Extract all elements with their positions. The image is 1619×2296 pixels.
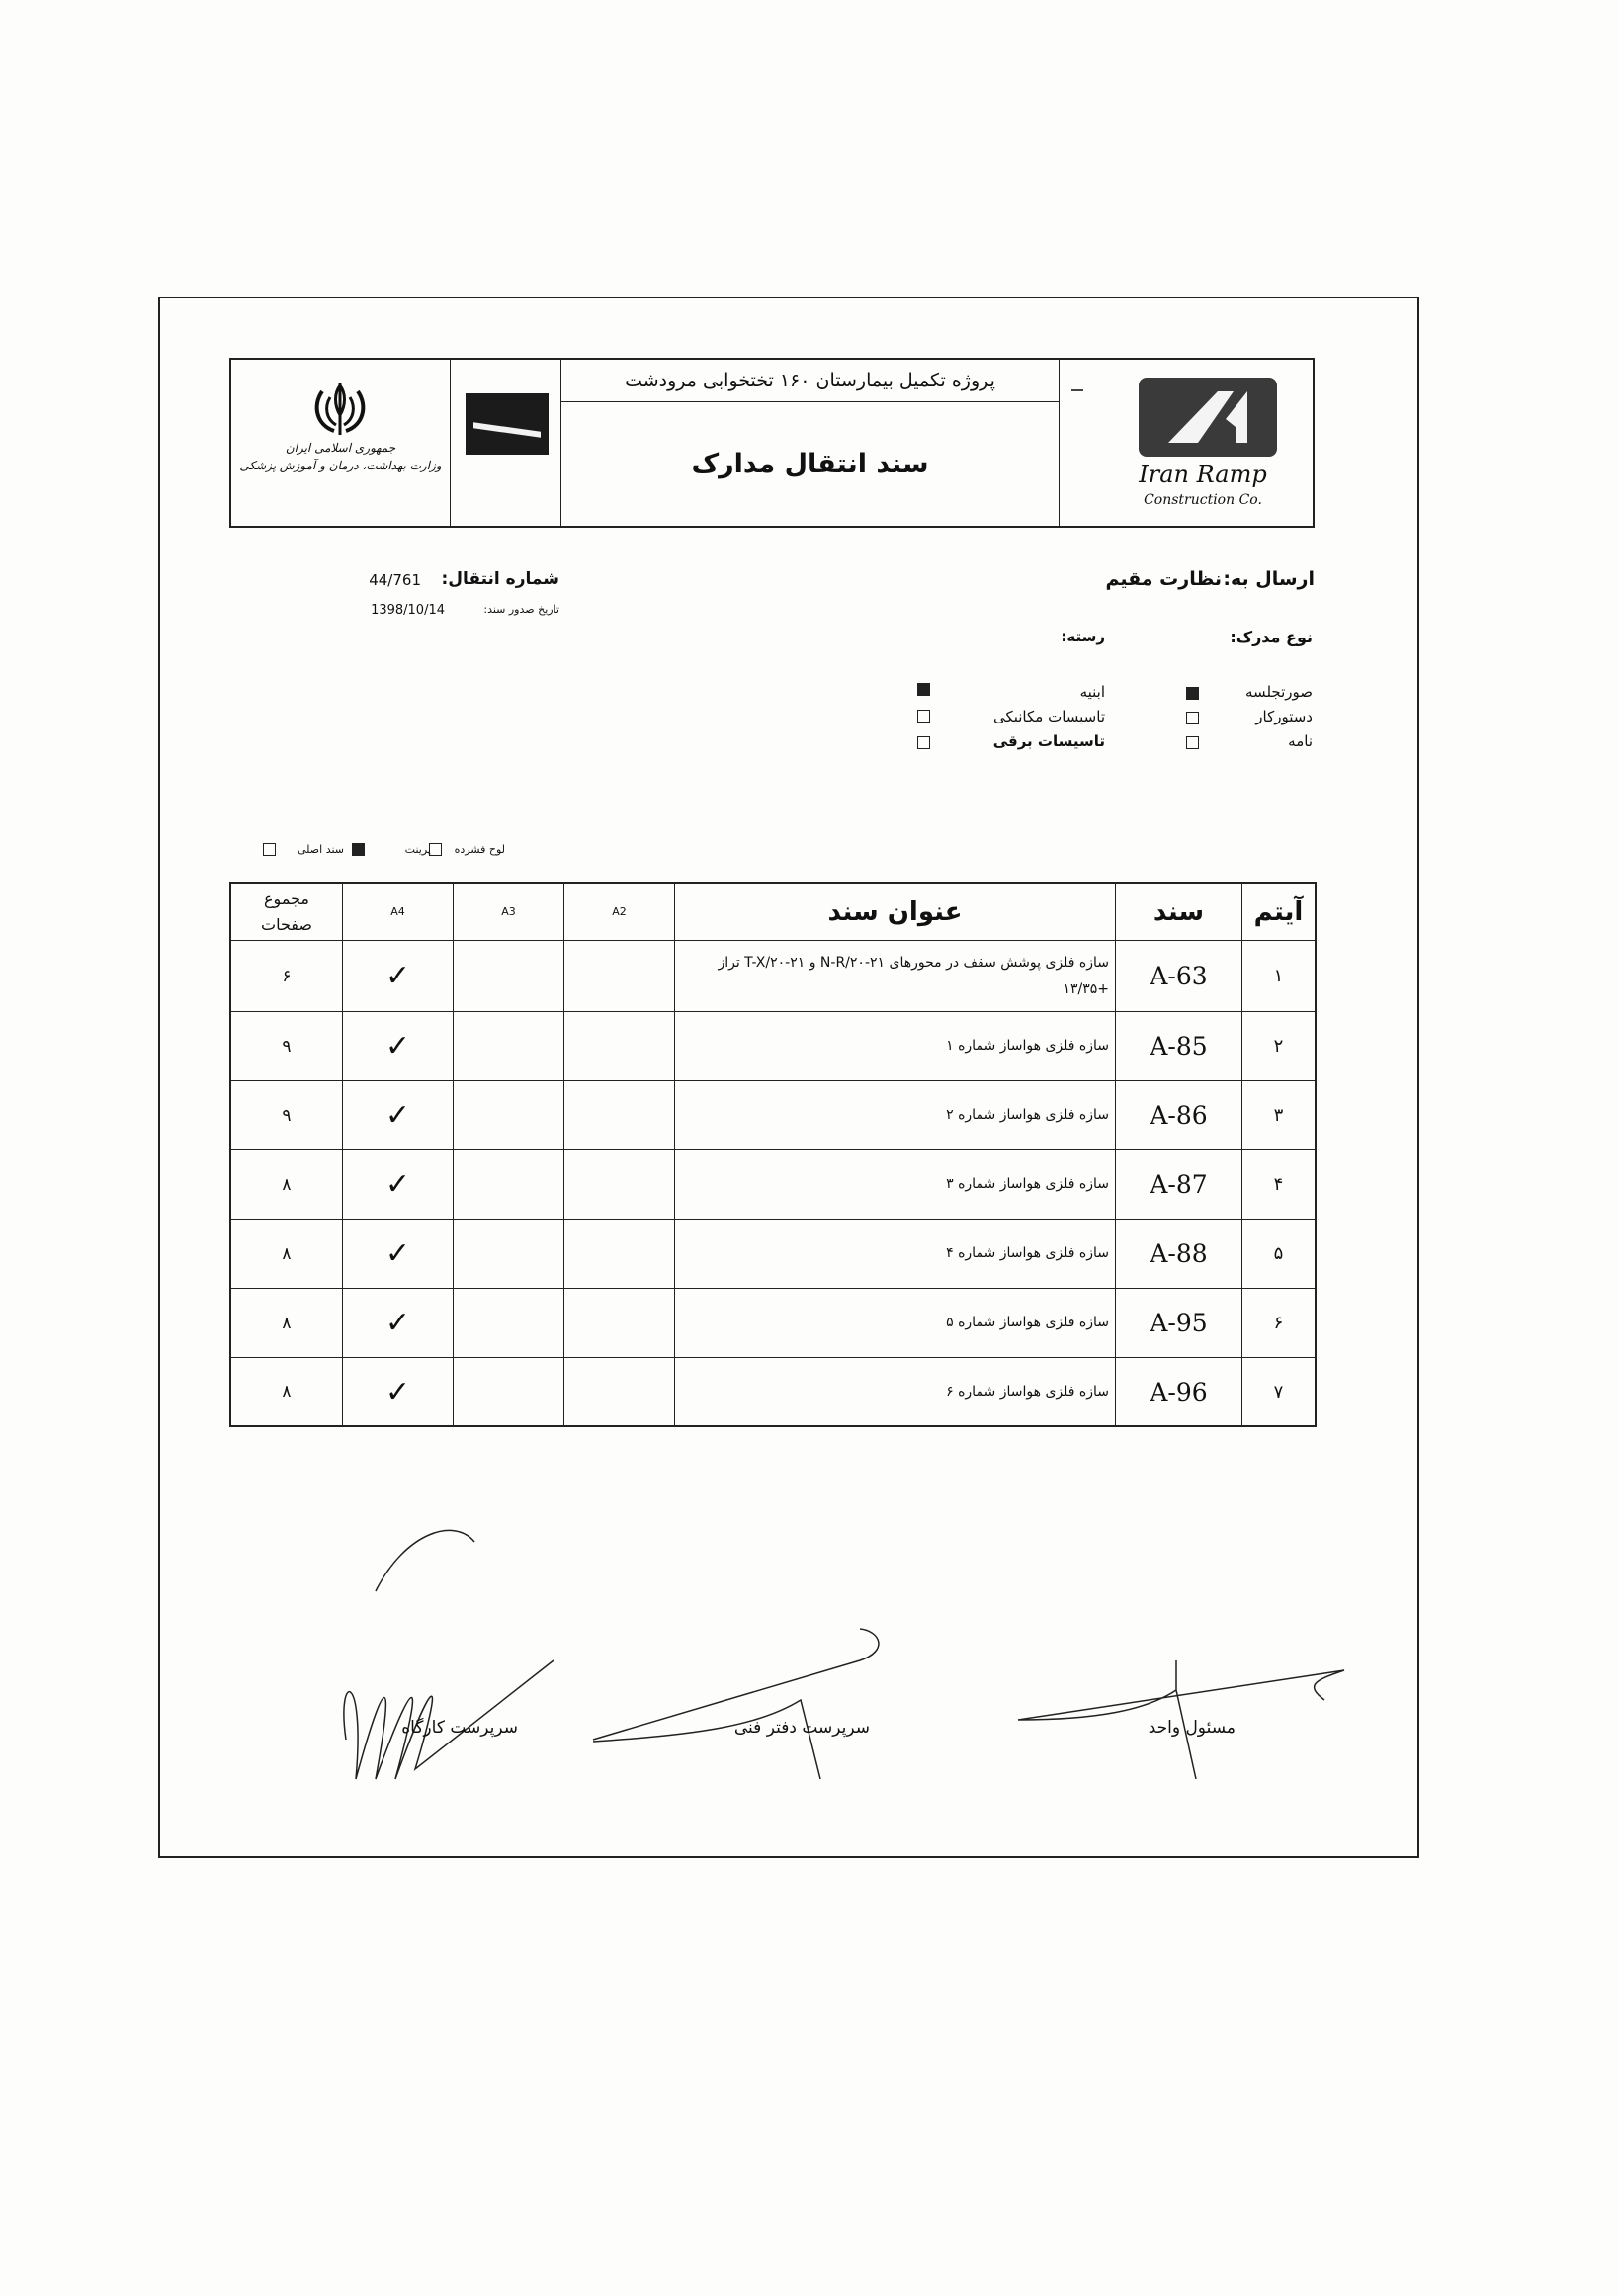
row-a2 xyxy=(563,1081,674,1149)
category-checkbox-3[interactable] xyxy=(917,736,930,749)
doc-type-option-label: صورتجلسه xyxy=(1245,683,1313,701)
category-label: رسته: xyxy=(1061,628,1105,645)
transfer-number-value: 44/761 xyxy=(369,571,421,589)
signature-stroke xyxy=(376,1530,474,1591)
row-item-number: ۲ xyxy=(1241,1012,1315,1080)
header-item: آیتم xyxy=(1241,884,1315,940)
row-title: سازه فلزی هواساز شماره ۵ xyxy=(674,1289,1115,1357)
row-pages: ۸ xyxy=(282,1243,292,1264)
row-a4-check: ✓ xyxy=(342,1150,453,1219)
table-header-row xyxy=(231,884,1315,941)
row-title xyxy=(674,941,1115,1011)
row-a3 xyxy=(453,1150,563,1219)
row-pages: ۹ xyxy=(282,1105,292,1126)
media-option-label: سند اصلی xyxy=(297,843,344,856)
row-a2 xyxy=(563,1358,674,1425)
row-title: سازه فلزی هواساز شماره ۱ xyxy=(674,1012,1115,1080)
row-pages: ۶ xyxy=(282,966,292,986)
doc-type-checkbox-2[interactable] xyxy=(1186,712,1199,724)
table-row xyxy=(231,1012,1315,1081)
media-checkbox-3[interactable] xyxy=(263,843,276,856)
row-item-number: ۷ xyxy=(1241,1358,1315,1425)
doc-type-option-label: دستورکار xyxy=(1255,708,1313,725)
title-cell xyxy=(561,360,1060,526)
row-a4-check: ✓ xyxy=(342,1289,453,1357)
send-to-value: نظارت مقیم xyxy=(1105,568,1222,590)
row-doc-code: A-85 xyxy=(1115,1012,1241,1080)
table-row xyxy=(231,1289,1315,1358)
row-title: سازه فلزی هواساز شماره ۳ xyxy=(674,1150,1115,1219)
header-pages-line-2: صفحات xyxy=(261,914,312,934)
row-title-line-1: سازه فلزی پوشش سقف در محورهای ۲۱-N-R/۲۰ و ۲۱-T-X/۲۰ تراز xyxy=(718,954,1109,971)
row-item-number: ۶ xyxy=(1241,1289,1315,1357)
row-a4-check: ✓ xyxy=(342,941,453,1011)
row-a2 xyxy=(563,1289,674,1357)
partner-logo xyxy=(466,393,549,455)
row-a2 xyxy=(563,1012,674,1080)
doc-type-label: نوع مدرک: xyxy=(1230,628,1313,646)
ramp-logo-icon xyxy=(1139,378,1277,457)
row-doc-code: A-96 xyxy=(1115,1358,1241,1425)
row-a4-check: ✓ xyxy=(342,1220,453,1288)
issue-date-value: 1398/10/14 xyxy=(371,603,445,618)
row-a3 xyxy=(453,1289,563,1357)
documents-table xyxy=(229,882,1317,1427)
project-title: پروژه تکمیل بیمارستان ۱۶۰ تختخوابی مرودشت xyxy=(561,360,1059,402)
row-a4-check: ✓ xyxy=(342,1358,453,1425)
iran-emblem-icon xyxy=(308,382,372,439)
emblem-caption xyxy=(239,439,442,474)
signatures-drawing xyxy=(326,1522,1354,1819)
header-pages-line-1: مجموع xyxy=(264,889,309,908)
table-row xyxy=(231,1150,1315,1220)
row-a2 xyxy=(563,941,674,1011)
company-name: Iran Ramp xyxy=(1139,461,1267,488)
dash-mark xyxy=(1071,389,1083,391)
document-title: سند انتقال مدارک xyxy=(691,448,929,479)
emblem-caption-line-2: وزارت بهداشت، درمان و آموزش پزشکی xyxy=(239,459,442,472)
row-a4-check: ✓ xyxy=(342,1081,453,1149)
signature-site-supervisor-label: سرپرست کارگاه xyxy=(401,1718,518,1738)
row-doc-code: A-87 xyxy=(1115,1150,1241,1219)
row-a3 xyxy=(453,1081,563,1149)
row-a4-check: ✓ xyxy=(342,1012,453,1080)
table-row xyxy=(231,1081,1315,1150)
row-pages: ۹ xyxy=(282,1036,292,1057)
table-row xyxy=(231,1358,1315,1425)
row-a2 xyxy=(563,1220,674,1288)
media-option-label: پرینت xyxy=(404,843,431,856)
row-a3 xyxy=(453,1012,563,1080)
send-to-label: ارسال به: xyxy=(1223,568,1315,590)
header-a3: A3 xyxy=(453,884,563,940)
header-a2: A2 xyxy=(563,884,674,940)
row-a3 xyxy=(453,941,563,1011)
signature-stroke xyxy=(593,1629,879,1779)
row-title: سازه فلزی هواساز شماره ۴ xyxy=(674,1220,1115,1288)
row-title: سازه فلزی هواساز شماره ۶ xyxy=(674,1358,1115,1425)
media-checkbox-2[interactable] xyxy=(352,843,365,856)
table-row xyxy=(231,941,1315,1012)
row-title-line-2: +۱۳/۳۵ xyxy=(1063,980,1109,997)
category-checkbox-1[interactable] xyxy=(917,683,930,696)
row-doc-code: A-63 xyxy=(1115,941,1241,1011)
transfer-number-label: شماره انتقال: xyxy=(441,569,559,589)
row-item-number: ۴ xyxy=(1241,1150,1315,1219)
table-row xyxy=(231,1220,1315,1289)
media-option-label: لوح فشرده xyxy=(454,843,505,856)
dark-logo-cell xyxy=(451,360,561,526)
emblem-cell xyxy=(231,360,451,526)
document-header xyxy=(229,358,1315,528)
doc-type-checkbox-3[interactable] xyxy=(1186,736,1199,749)
doc-type-checkbox-1[interactable] xyxy=(1186,687,1199,700)
row-a2 xyxy=(563,1150,674,1219)
header-pages xyxy=(231,884,342,940)
category-option-label: تاسیسات برقی xyxy=(992,732,1105,750)
issue-date-label: تاریخ صدور سند: xyxy=(483,603,559,616)
emblem-caption-line-1: جمهوری اسلامی ایران xyxy=(285,441,396,455)
row-pages: ۸ xyxy=(282,1313,292,1333)
row-item-number: ۵ xyxy=(1241,1220,1315,1288)
category-option-label: ابنیه xyxy=(1079,683,1105,701)
row-title: سازه فلزی هواساز شماره ۲ xyxy=(674,1081,1115,1149)
header-a4: A4 xyxy=(342,884,453,940)
signature-technical-office-label: سرپرست دفتر فنی xyxy=(733,1718,870,1738)
company-logo-cell xyxy=(1060,360,1313,526)
iran-ramp-logo xyxy=(1139,378,1277,457)
header-title: عنوان سند xyxy=(674,884,1115,940)
row-a3 xyxy=(453,1358,563,1425)
category-option-label: تاسیسات مکانیکی xyxy=(992,708,1105,725)
company-subtitle: Construction Co. xyxy=(1144,492,1262,508)
category-checkbox-2[interactable] xyxy=(917,710,930,723)
row-item-number: ۱ xyxy=(1241,941,1315,1011)
row-item-number: ۳ xyxy=(1241,1081,1315,1149)
row-a3 xyxy=(453,1220,563,1288)
row-doc-code: A-95 xyxy=(1115,1289,1241,1357)
header-doc: سند xyxy=(1115,884,1241,940)
row-pages: ۸ xyxy=(282,1174,292,1195)
row-doc-code: A-88 xyxy=(1115,1220,1241,1288)
signature-unit-manager-label: مسئول واحد xyxy=(1148,1718,1236,1738)
row-doc-code: A-86 xyxy=(1115,1081,1241,1149)
doc-type-option-label: نامه xyxy=(1288,732,1313,750)
row-pages: ۸ xyxy=(282,1382,292,1402)
